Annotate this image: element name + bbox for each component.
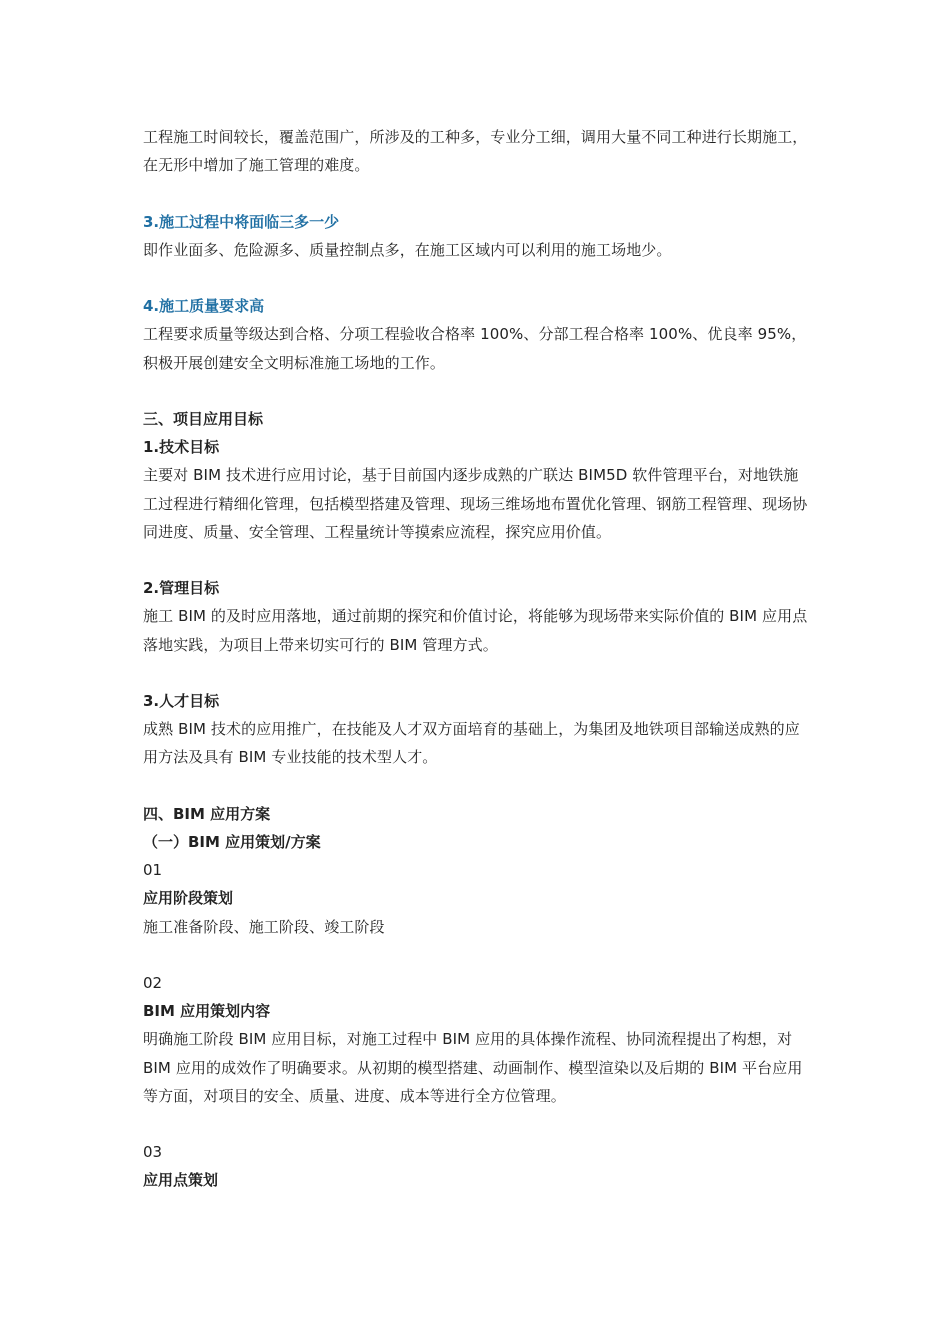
spacer — [143, 264, 811, 292]
intro-paragraph: 工程施工时间较长，覆盖范围广，所涉及的工种多，专业分工细，调用大量不同工种进行长期施工，在无形中增加了施工管理的难度。 — [143, 128, 808, 175]
section-heading-bim-plan: 四、BIM 应用方案 — [143, 804, 271, 823]
spacer — [143, 179, 811, 207]
heading-2-mgmt-goal: 2.管理目标 — [143, 579, 220, 598]
item-title-bim-content: BIM 应用策划内容 — [143, 1002, 271, 1021]
document-page — [143, 123, 811, 1195]
spacer — [143, 772, 811, 800]
heading-1-tech-goal: 1.技术目标 — [143, 438, 220, 457]
spacer — [143, 941, 811, 969]
section-heading-goals: 三、项目应用目标 — [143, 409, 264, 428]
heading-4-quality: 4.施工质量要求高 — [143, 297, 265, 316]
item-number-03: 03 — [143, 1143, 163, 1162]
item-title-stage-planning: 应用阶段策划 — [143, 889, 234, 908]
item-title-point-planning: 应用点策划 — [143, 1171, 219, 1190]
item-number-01: 01 — [143, 861, 163, 880]
item-text-stage-planning: 施工准备阶段、施工阶段、竣工阶段 — [143, 917, 385, 936]
subsection-heading-bim-strategy: （一）BIM 应用策划/方案 — [143, 832, 321, 851]
spacer — [143, 377, 811, 405]
paragraph-quality: 工程要求质量等级达到合格、分项工程验收合格率 100%、分部工程合格率 100%、优良率 95%，积极开展创建安全文明标准施工场地的工作。 — [143, 325, 807, 372]
paragraph-mgmt-goal: 施工 BIM 的及时应用落地，通过前期的探究和价值讨论，将能够为现场带来实际价值的 BIM 应用点落地实践，为项目上带来切实可行的 BIM 管理方式。 — [143, 607, 808, 654]
heading-3-talent-goal: 3.人才目标 — [143, 691, 220, 710]
paragraph-process: 即作业面多、危险源多、质量控制点多，在施工区域内可以利用的施工场地少。 — [143, 240, 672, 259]
heading-3-process: 3.施工过程中将面临三多一少 — [143, 212, 340, 231]
item-number-02: 02 — [143, 973, 163, 992]
item-text-bim-content: 明确施工阶段 BIM 应用目标，对施工过程中 BIM 应用的具体操作流程、协同流程提出了构想，对 BIM 应用的成效作了明确要求。从初期的模型搭建、动画制作、模型渲染以及后期的 BIM 平台应用等方面，对项目的安全、质量、进度、成本等进行全方位管理。 — [143, 1030, 803, 1105]
spacer — [143, 1110, 811, 1138]
spacer — [143, 659, 811, 687]
paragraph-tech-goal: 主要对 BIM 技术进行应用讨论，基于目前国内逐步成熟的广联达 BIM5D 软件管理平台，对地铁施工过程进行精细化管理，包括模型搭建及管理、现场三维场地布置优化管理、钢筋工程管理、现场协同进度、质量、安全管理、工程量统计等摸索应流程，探究应用价值。 — [143, 466, 808, 541]
spacer — [143, 546, 811, 574]
paragraph-talent-goal: 成熟 BIM 技术的应用推广，在技能及人才双方面培育的基础上，为集团及地铁项目部输送成熟的应用方法及具有 BIM 专业技能的技术型人才。 — [143, 720, 800, 767]
